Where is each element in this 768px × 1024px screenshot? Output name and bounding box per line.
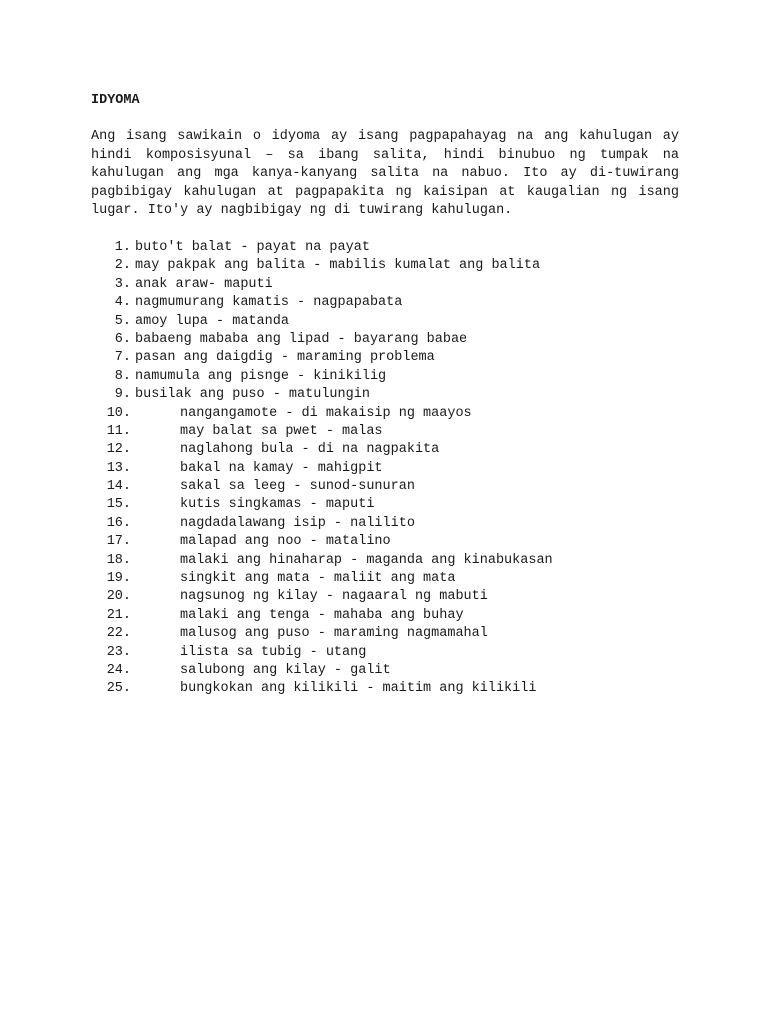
list-item-number: 4. bbox=[114, 295, 131, 311]
list-item-number: 9. bbox=[114, 387, 131, 403]
list-item-text: may pakpak ang balita - mabilis kumalat ang balita bbox=[135, 258, 541, 274]
list-item-text: naglahong bula - di na nagpakita bbox=[180, 442, 440, 458]
list-item-text: salubong ang kilay - galit bbox=[180, 662, 391, 678]
list-item-number: 3. bbox=[114, 276, 131, 292]
intro-line: pagbibigay kahulugan at pagpapakita ng kaisipan at kaugalian ng isang bbox=[91, 184, 679, 200]
list-item-number: 25. bbox=[106, 681, 131, 697]
intro-line: hindi komposisyunal – sa ibang salita, hindi binubuo ng tumpak na bbox=[91, 147, 679, 163]
list-item-number: 17. bbox=[106, 534, 131, 550]
list-item-number: 16. bbox=[106, 515, 131, 531]
list-item-text: malaki ang hinaharap - maganda ang kinabukasan bbox=[180, 552, 553, 568]
list-item-text: nangangamote - di makaisip ng maayos bbox=[180, 405, 472, 421]
list-item-text: singkit ang mata - maliit ang mata bbox=[180, 571, 456, 587]
list-item-text: namumula ang pisnge - kinikilig bbox=[135, 368, 387, 384]
list-item-text: nagmumurang kamatis - nagpapabata bbox=[135, 295, 403, 311]
list-item-number: 13. bbox=[106, 460, 131, 476]
list-item-text: kutis singkamas - maputi bbox=[180, 497, 375, 513]
list-item-text: bakal na kamay - mahigpit bbox=[180, 460, 383, 476]
list-item-number: 23. bbox=[106, 644, 131, 660]
list-item-number: 22. bbox=[106, 626, 131, 642]
document-title: IDYOMA bbox=[91, 93, 140, 108]
list-item-number: 2. bbox=[114, 258, 131, 274]
list-item-number: 21. bbox=[106, 607, 131, 623]
intro-line: lugar. Ito'y ay nagbibigay ng di tuwirang kahulugan. bbox=[91, 203, 513, 219]
list-item-number: 12. bbox=[106, 442, 131, 458]
list-item-text: malusog ang puso - maraming nagmamahal bbox=[180, 626, 488, 642]
list-item-number: 10. bbox=[106, 405, 131, 421]
intro-line: Ang isang sawikain o idyoma ay isang pagpapahayag na ang kahulugan ay bbox=[91, 129, 679, 144]
list-item-text: nagsunog ng kilay - nagaaral ng mabuti bbox=[180, 589, 488, 605]
list-item-text: anak araw- maputi bbox=[135, 276, 273, 292]
list-item-text: buto't balat - payat na payat bbox=[135, 240, 370, 255]
list-item-number: 1. bbox=[114, 240, 131, 255]
intro-paragraph bbox=[91, 128, 679, 221]
list-item-text: nagdadalawang isip - nalilito bbox=[180, 515, 415, 531]
list-item-text: malapad ang noo - matalino bbox=[180, 534, 391, 550]
list-item-text: busilak ang puso - matulungin bbox=[135, 387, 370, 403]
list-item-text: babaeng mababa ang lipad - bayarang babae bbox=[135, 331, 468, 347]
list-item-text: bungkokan ang kilikili - maitim ang kilikili bbox=[180, 681, 537, 697]
list-item-text: pasan ang daigdig - maraming problema bbox=[135, 350, 435, 366]
intro-line: kahulugan ang mga kanya-kanyang salita na nabuo. Ito ay di-tuwirang bbox=[91, 166, 679, 182]
list-item-text: ilista sa tubig - utang bbox=[180, 644, 367, 660]
list-item-text: sakal sa leeg - sunod-sunuran bbox=[180, 479, 415, 495]
list-item-number: 24. bbox=[106, 662, 131, 678]
list-item-number: 19. bbox=[106, 571, 131, 587]
list-item-text: malaki ang tenga - mahaba ang buhay bbox=[180, 607, 464, 623]
list-item-number: 11. bbox=[106, 423, 131, 439]
list-item-number: 15. bbox=[106, 497, 131, 513]
list-item-text: may balat sa pwet - malas bbox=[180, 423, 383, 439]
list-item-text: amoy lupa - matanda bbox=[135, 313, 289, 329]
list-item-number: 20. bbox=[106, 589, 131, 605]
list-item-number: 8. bbox=[114, 368, 131, 384]
list-item-number: 6. bbox=[114, 331, 131, 347]
list-item-number: 7. bbox=[114, 350, 131, 366]
list-item-number: 5. bbox=[114, 313, 131, 329]
list-item-number: 14. bbox=[106, 479, 131, 495]
list-item-number: 18. bbox=[106, 552, 131, 568]
